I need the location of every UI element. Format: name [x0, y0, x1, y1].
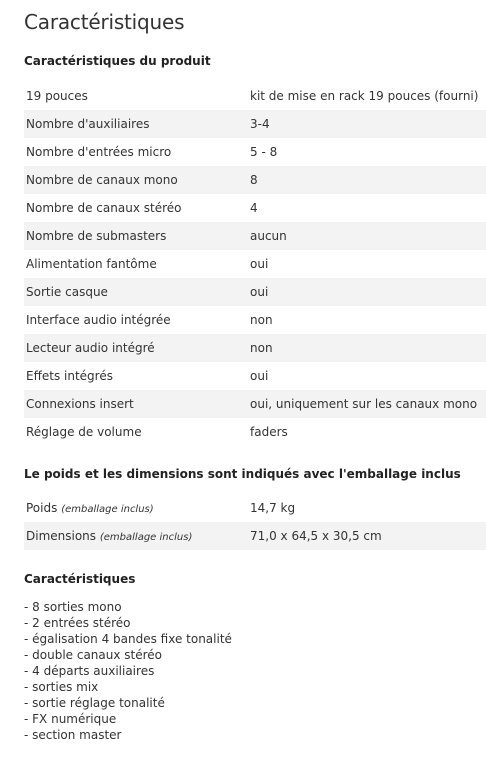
spec-row: [24, 194, 486, 222]
dimensions-table: [24, 494, 486, 550]
spec-label: [24, 529, 248, 543]
spec-value: 3-4: [250, 117, 270, 131]
spec-row: [24, 334, 486, 362]
spec-row: [24, 110, 486, 138]
spec-label: Interface audio intégrée: [26, 313, 171, 327]
spec-row: [24, 362, 486, 390]
spec-row: [24, 522, 486, 550]
spec-value: oui: [250, 369, 269, 383]
spec-row: [24, 222, 486, 250]
list-item: - FX numérique: [24, 712, 117, 726]
spec-row: [24, 418, 486, 446]
spec-value: 5 - 8: [250, 145, 278, 159]
spec-row: [24, 166, 486, 194]
spec-value: 71,0 x 64,5 x 30,5 cm: [250, 529, 382, 543]
spec-label: [24, 501, 248, 515]
list-item: - sortie réglage tonalité: [24, 696, 165, 710]
spec-label: Alimentation fantôme: [26, 257, 157, 271]
spec-value: non: [250, 341, 273, 355]
spec-label: Nombre d'auxiliaires: [26, 117, 150, 131]
spec-row: [24, 306, 486, 334]
page-title: Caractéristiques: [24, 10, 185, 34]
spec-label: Nombre de canaux mono: [26, 173, 178, 187]
packaging-note: (emballage inclus): [61, 504, 154, 515]
spec-label: Nombre de canaux stéréo: [26, 201, 182, 215]
spec-value: kit de mise en rack 19 pouces (fourni): [250, 89, 479, 103]
features-list: [24, 599, 232, 743]
spec-label: Nombre d'entrées micro: [26, 145, 172, 159]
spec-value: 8: [250, 173, 258, 187]
features-heading: Caractéristiques: [24, 572, 136, 586]
list-item: - 8 sorties mono: [24, 600, 122, 614]
spec-value: oui, uniquement sur les canaux mono: [250, 397, 478, 411]
spec-value: 14,7 kg: [250, 501, 296, 515]
spec-value: 4: [250, 201, 258, 215]
spec-value: non: [250, 313, 273, 327]
list-item: - sorties mix: [24, 680, 99, 694]
spec-label: Connexions insert: [26, 397, 134, 411]
list-item: - double canaux stéréo: [24, 648, 163, 662]
spec-row: [24, 82, 486, 110]
spec-label: Lecteur audio intégré: [26, 341, 155, 355]
spec-value: oui: [250, 257, 269, 271]
spec-label: Nombre de submasters: [26, 229, 167, 243]
packaging-note: (emballage inclus): [99, 532, 193, 543]
spec-label: Effets intégrés: [26, 369, 113, 383]
spec-row: [24, 250, 486, 278]
weight-label: Poids: [26, 501, 58, 515]
spec-label: 19 pouces: [26, 89, 88, 103]
list-item: - section master: [24, 728, 122, 742]
spec-label: Réglage de volume: [26, 425, 142, 439]
spec-row: [24, 138, 486, 166]
product-specs-table: [24, 82, 486, 446]
list-item: - égalisation 4 bandes fixe tonalité: [24, 632, 232, 646]
spec-value: aucun: [250, 229, 287, 243]
dimensions-heading: Le poids et les dimensions sont indiqués avec l'emballage inclus: [24, 467, 461, 481]
spec-value: faders: [250, 425, 288, 439]
spec-value: oui: [250, 285, 269, 299]
list-item: - 4 départs auxiliaires: [24, 664, 155, 678]
spec-row: [24, 390, 486, 418]
spec-row: [24, 494, 486, 522]
product-specs-heading: Caractéristiques du produit: [24, 54, 211, 68]
spec-row: [24, 278, 486, 306]
dimensions-label: Dimensions: [26, 529, 97, 543]
spec-label: Sortie casque: [26, 285, 108, 299]
list-item: - 2 entrées stéréo: [24, 616, 131, 630]
